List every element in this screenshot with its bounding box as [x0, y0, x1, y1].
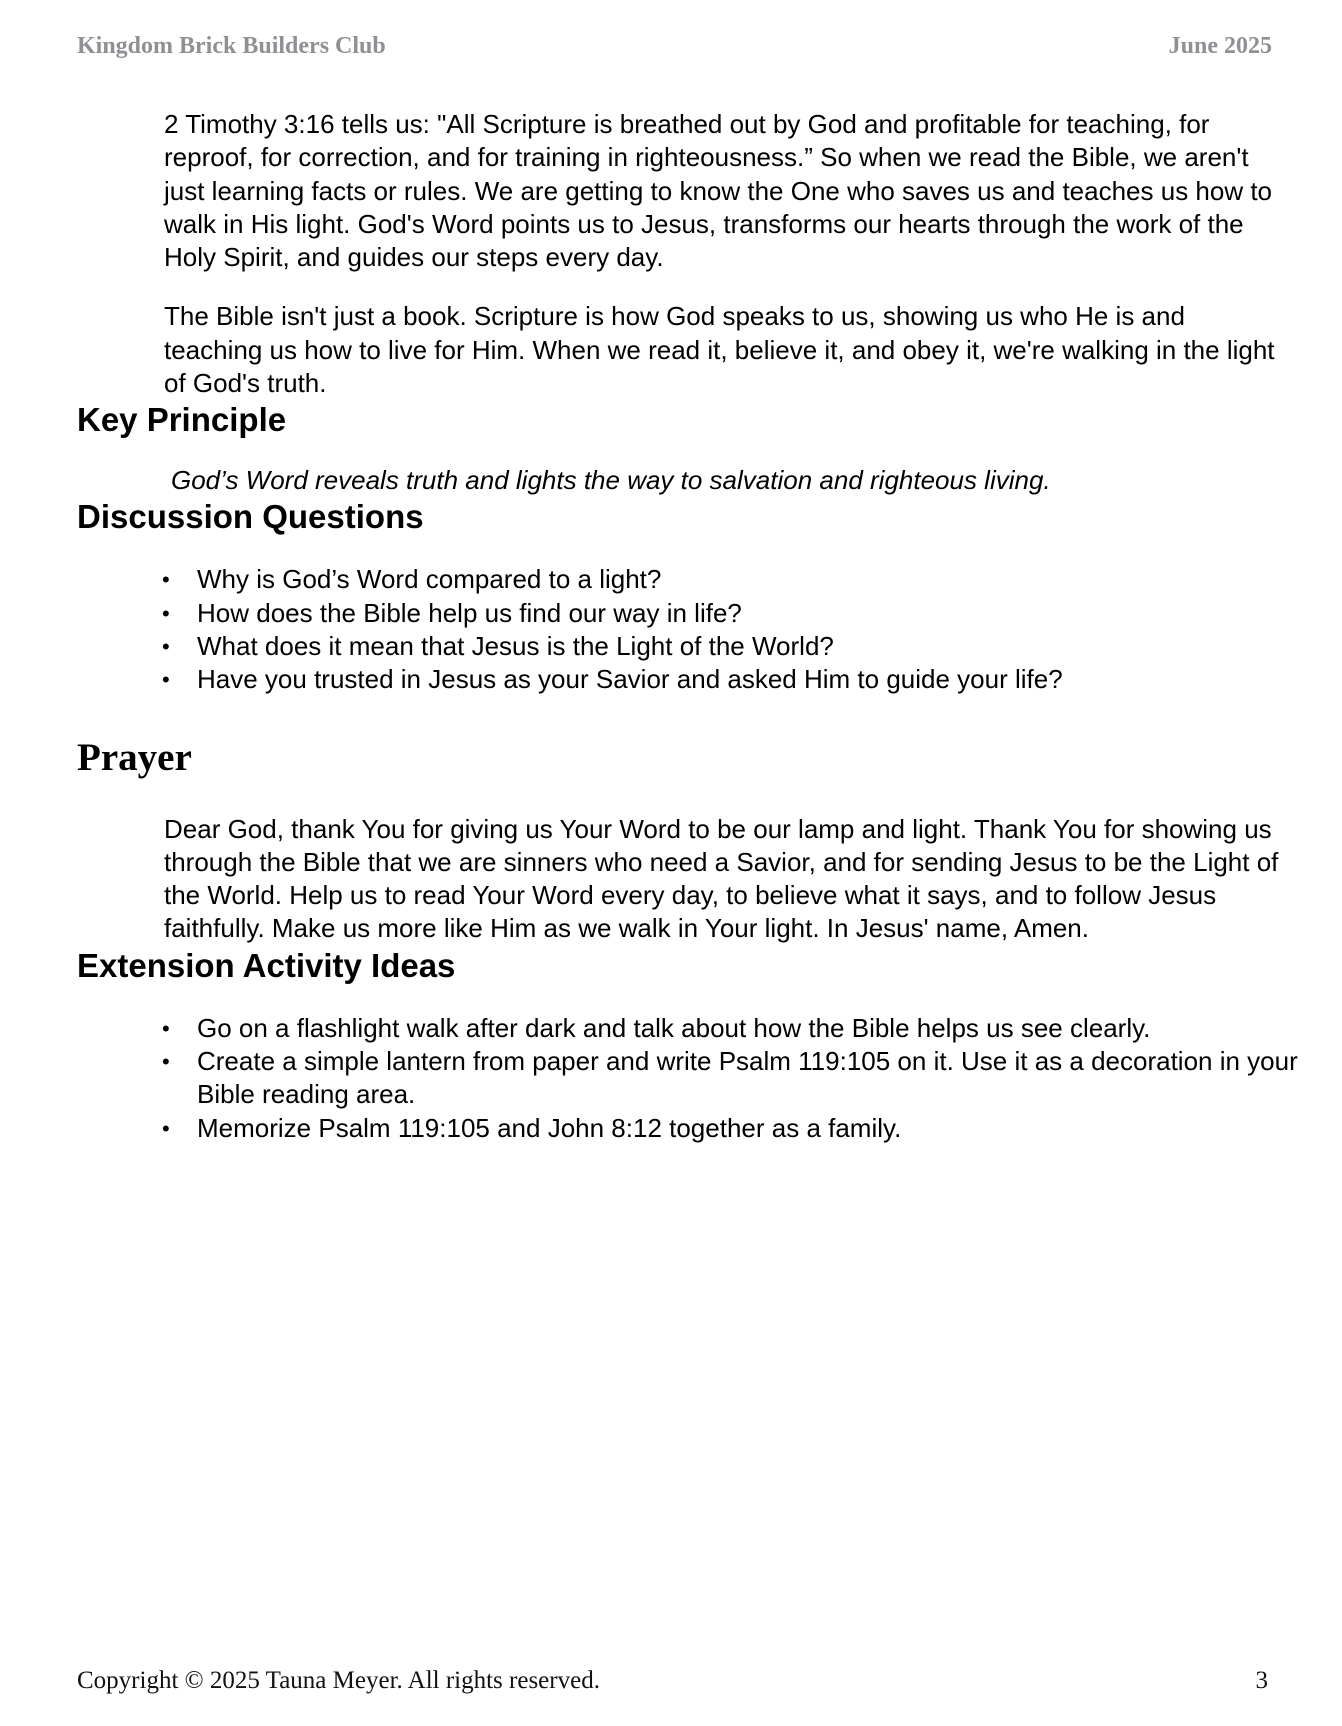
question-text: How does the Bible help us find our way in life? — [197, 597, 742, 628]
key-principle-text: God’s Word reveals truth and lights the way to salvation and righteous living. — [171, 465, 1051, 496]
prayer-text: Dear God, thank You for giving us Your Word to be our lamp and light. Thank You for showing us through the Bible that we are sinners who need a Savior, and for sending Jesus to be the Light of the World. Help us to read Your Word every day, to believe what it says, and to follow Jesus faithfully. Make us more like Him as we walk in Your light. In Jesus' name, Amen. — [164, 813, 1279, 944]
list-item — [77, 1045, 1342, 1112]
list-item — [77, 663, 1342, 696]
intro-paragraph: The Bible isn't just a book. Scripture is how God speaks to us, showing us who He is and teaching us how to live for Him. When we read it, believe it, and obey it, we're walking in the light of God's truth. — [164, 301, 1275, 399]
activity-text: Go on a flashlight walk after dark and talk about how the Bible helps us see clearly. — [197, 1012, 1151, 1043]
page-footer — [77, 1667, 1268, 1695]
bullet-icon: • — [162, 1015, 170, 1041]
prayer-heading: Prayer — [77, 735, 192, 779]
list-item — [77, 630, 1342, 663]
activity-text: Create a simple lantern from paper and write Psalm 119:105 on it. Use it as a decoration in your Bible reading area. — [197, 1046, 1298, 1110]
question-text: Have you trusted in Jesus as your Savior and asked Him to guide your life? — [197, 664, 1063, 695]
bullet-icon: • — [162, 600, 170, 626]
page-number: 3 — [1255, 1667, 1268, 1694]
club-name: Kingdom Brick Builders Club — [77, 32, 386, 59]
key-principle-heading: Key Principle — [77, 401, 287, 439]
discussion-questions-list — [77, 563, 1277, 696]
question-text: Why is God’s Word compared to a light? — [197, 564, 662, 595]
bullet-icon: • — [162, 1049, 170, 1075]
activity-text: Memorize Psalm 119:105 and John 8:12 together as a family. — [197, 1112, 902, 1143]
bullet-icon: • — [162, 633, 170, 659]
copyright-text: Copyright © 2025 Tauna Meyer. All rights reserved. — [77, 1667, 600, 1694]
extension-activities-heading: Extension Activity Ideas — [77, 946, 456, 984]
list-item — [77, 1112, 1342, 1145]
bullet-icon: • — [162, 667, 170, 693]
bullet-icon: • — [162, 1115, 170, 1141]
list-item — [77, 563, 1342, 596]
extension-activities-list — [77, 1012, 1298, 1145]
question-text: What does it mean that Jesus is the Light of the World? — [197, 630, 834, 661]
intro-paragraph: 2 Timothy 3:16 tells us: "All Scripture is breathed out by God and profitable for teaching, for reproof, for correction, and for training in righteousness.” So when we read the Bible, we aren't just learning facts or rules. We are getting to know the One who saves us and teaches us how to walk in His light. God's Word points us to Jesus, transforms our hearts through the work of the Holy Spirit, and guides our steps every day. — [164, 109, 1273, 273]
issue-date: June 2025 — [1168, 32, 1272, 59]
discussion-questions-heading: Discussion Questions — [77, 498, 424, 536]
page-content — [77, 108, 1298, 1145]
bullet-icon: • — [162, 567, 170, 593]
list-item — [77, 1012, 1342, 1045]
list-item — [77, 597, 1342, 630]
page-header — [77, 30, 1272, 62]
